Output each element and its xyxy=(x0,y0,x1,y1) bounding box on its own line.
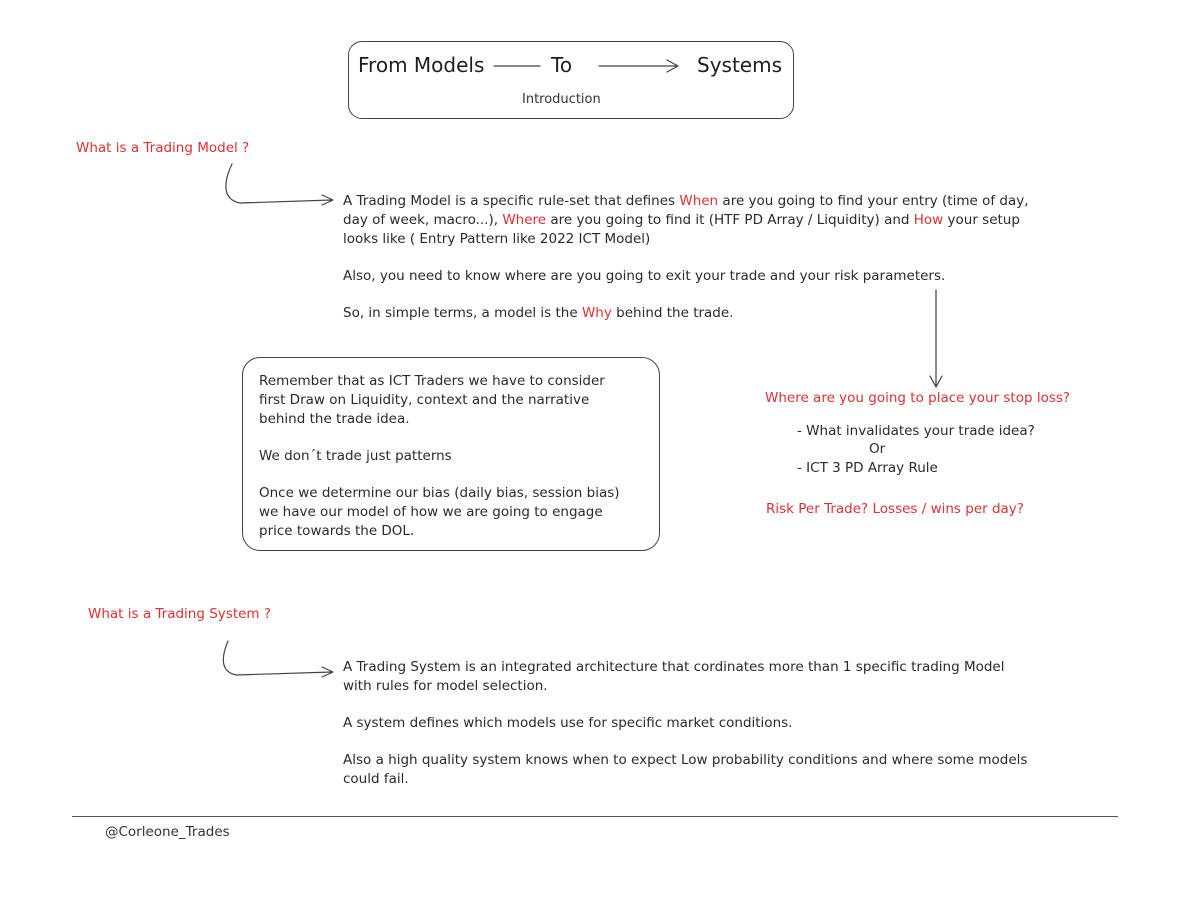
system-line: A system defines which models use for specific market conditions. xyxy=(343,715,793,731)
model-def-line-2 xyxy=(343,211,1029,230)
model-curved-arrow-icon xyxy=(226,164,333,205)
title-systems: Systems xyxy=(697,53,782,77)
risk-question: Risk Per Trade? Losses / wins per day? xyxy=(766,501,1024,517)
system-line: Also a high quality system knows when to expect Low probability conditions and where some models xyxy=(343,752,1028,768)
keyword-why: Why xyxy=(581,305,612,321)
keyword-how: How xyxy=(913,212,944,228)
stop-loss-item-2: - ICT 3 PD Array Rule xyxy=(797,460,938,476)
why-text: So, in simple terms, a model is the xyxy=(343,305,582,321)
model-why-text xyxy=(343,304,733,323)
system-line: could fail. xyxy=(343,771,409,787)
note-line: Once we determine our bias (daily bias, session bias) xyxy=(259,485,620,501)
system-definition xyxy=(343,658,1027,789)
note-line: Remember that as ICT Traders we have to consider xyxy=(259,373,605,389)
keyword-when: When xyxy=(679,193,719,209)
why-text: behind the trade. xyxy=(611,305,734,321)
note-line: behind the trade idea. xyxy=(259,411,410,427)
note-line: price towards the DOL. xyxy=(259,523,415,539)
note-line: we have our model of how we are going to engage xyxy=(259,504,603,520)
def-text: are you going to find your entry (time of day, xyxy=(718,193,1029,209)
footer-divider xyxy=(72,816,1118,817)
def-text: A Trading Model is a specific rule-set that defines xyxy=(343,193,680,209)
stop-loss-item-1: - What invalidates your trade idea? xyxy=(797,423,1035,439)
author-handle: @Corleone_Trades xyxy=(105,824,230,840)
title-to: To xyxy=(551,53,573,77)
model-definition xyxy=(343,192,1029,249)
ict-note-text xyxy=(259,372,620,541)
def-text: your setup xyxy=(943,212,1020,228)
stop-loss-question: Where are you going to place your stop loss? xyxy=(765,390,1071,406)
system-curved-arrow-icon xyxy=(223,641,333,677)
title-from-models: From Models xyxy=(358,53,485,77)
model-def-line-3: looks like ( Entry Pattern like 2022 ICT Model) xyxy=(343,231,651,247)
keyword-where: Where xyxy=(502,212,547,228)
model-def-line-1 xyxy=(343,192,1029,211)
model-exit-text: Also, you need to know where are you going to exit your trade and your risk parameters. xyxy=(343,268,946,284)
down-arrow-icon xyxy=(930,290,942,387)
def-text: are you going to find it (HTF PD Array / Liquidity) and xyxy=(546,212,914,228)
title-arrow-icon xyxy=(599,60,678,72)
system-question: What is a Trading System ? xyxy=(88,606,272,622)
def-text: day of week, macro...), xyxy=(343,212,503,228)
system-line: A Trading System is an integrated architecture that cordinates more than 1 specific trading Model xyxy=(343,659,1005,675)
note-line: We don´t trade just patterns xyxy=(259,448,452,464)
model-question: What is a Trading Model ? xyxy=(76,140,250,156)
note-line: first Draw on Liquidity, context and the narrative xyxy=(259,392,590,408)
stop-loss-or: Or xyxy=(869,441,886,457)
title-subtitle: Introduction xyxy=(522,92,601,107)
system-line: with rules for model selection. xyxy=(343,678,548,694)
